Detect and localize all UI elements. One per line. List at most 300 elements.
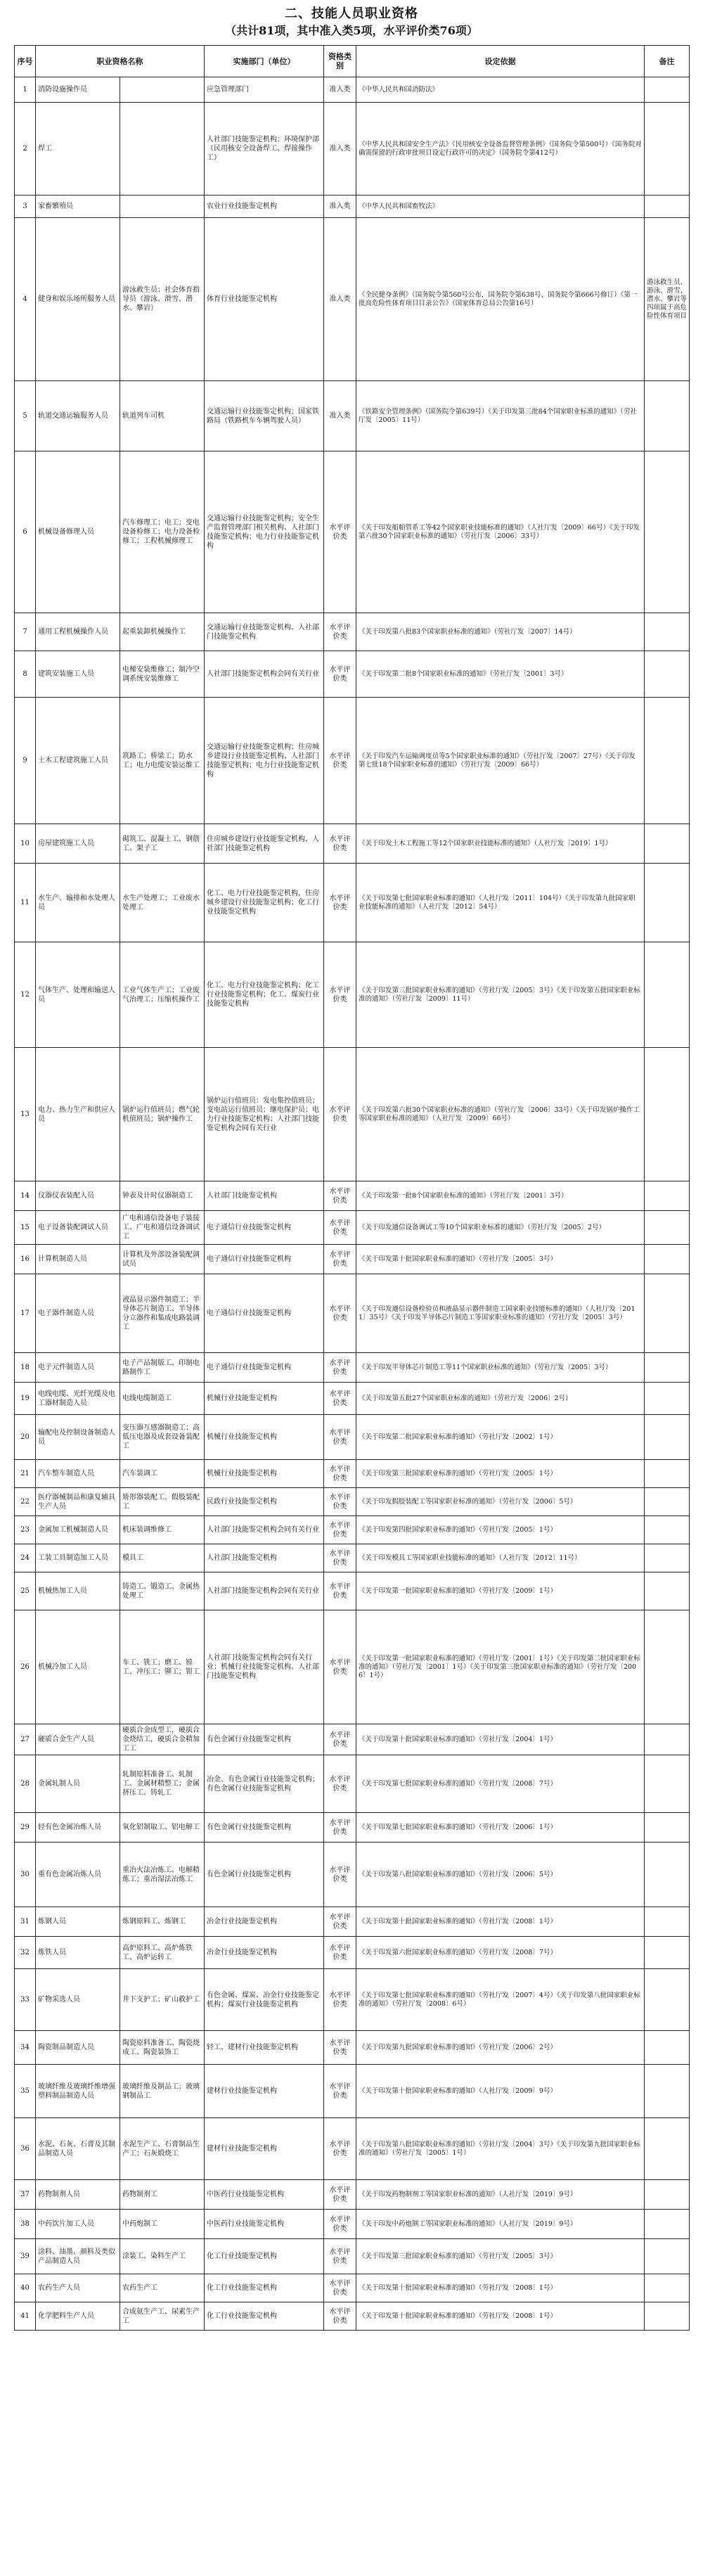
legal-basis: 《关于印发第七批国家职业标准的通知》（人社厅发〔2011〕104号）《关于印发第九批国家职业技能标准的通知》（人社厅发〔2012〕54号）: [356, 864, 645, 942]
implementing-department: 机械行业技能鉴定机构: [205, 1383, 324, 1415]
table-row: [15, 1516, 690, 1544]
qualification-name: 矿物采选人员: [36, 1969, 120, 2031]
row-number: 22: [15, 1488, 36, 1516]
remark: [645, 1516, 690, 1544]
sub-occupation: 陶瓷原料准备工、陶瓷烧成工、陶瓷装饰工: [120, 2031, 205, 2065]
remark: [645, 1460, 690, 1488]
table-row: [15, 1415, 690, 1460]
qualification-category: 水平评价类: [324, 2180, 356, 2210]
implementing-department: 民政行业技能鉴定机构: [205, 1488, 324, 1516]
remark: [645, 1544, 690, 1572]
legal-basis: 《关于印发模具工等国家职业技能标准的通知》（人社厅发〔2012〕11号）: [356, 1544, 645, 1572]
table-row: [15, 2210, 690, 2239]
legal-basis: 《中华人民共和国安全生产法》《民用核安全设备监督管理条例》（国务院令第500号）《国务院对确需保留的行政审批项目设定行政许可的决定》（国务院令第412号）: [356, 103, 645, 196]
qualification-name: 建筑安装施工人员: [36, 651, 120, 698]
legal-basis: 《关于印发第四批国家职业标准的通知》（劳社厅发〔2005〕1号）: [356, 1516, 645, 1544]
table-row: [15, 1572, 690, 1610]
implementing-department: 机械行业技能鉴定机构: [205, 1460, 324, 1488]
implementing-department: 化工行业技能鉴定机构: [205, 2302, 324, 2331]
remark: [645, 2065, 690, 2118]
row-number: 40: [15, 2274, 36, 2302]
legal-basis: 《关于印发第二批8个国家职业标准的通知》（劳社厅发〔2001〕3号）: [356, 651, 645, 698]
qualification-category: 水平评价类: [324, 698, 356, 824]
table-row: [15, 1610, 690, 1724]
remark: [645, 1755, 690, 1813]
sub-occupation: 矫形器装配工、假肢装配工: [120, 1488, 205, 1516]
qualification-name: 消防设施操作员: [36, 77, 120, 103]
header-note: 备注: [645, 46, 690, 77]
legal-basis: 《关于印发第七批国家职业标准的通知》（劳社厅发〔2008〕7号）: [356, 1755, 645, 1813]
row-number: 12: [15, 942, 36, 1048]
qualification-category: 水平评价类: [324, 1907, 356, 1937]
qualification-name: 电力、热力生产和供应人员: [36, 1048, 120, 1181]
remark: [645, 1907, 690, 1937]
remark: [645, 1211, 690, 1245]
table-row: [15, 1488, 690, 1516]
qualification-category: 水平评价类: [324, 1544, 356, 1572]
qualification-name: 土木工程建筑施工人员: [36, 698, 120, 824]
remark: [645, 196, 690, 218]
row-number: 31: [15, 1907, 36, 1937]
sub-occupation: 钟表及计时仪器制造工: [120, 1181, 205, 1211]
implementing-department: 人社部门技能鉴定机构；环境保护部（民用核安全设备焊工、焊接操作工）: [205, 103, 324, 196]
qualification-name: 水生产、输排和水处理人员: [36, 864, 120, 942]
row-number: 20: [15, 1415, 36, 1460]
qualification-name: 药物制剂人员: [36, 2180, 120, 2210]
sub-occupation: 玻璃纤维及制品工；玻璃钢制品工: [120, 2065, 205, 2118]
legal-basis: 《关于印发汽车运输调度员等5个国家职业标准的通知》（劳社厅发〔2007〕27号）《关于印发第七批18个国家职业标准的通知》（劳社厅发〔2009〕66号）: [356, 698, 645, 824]
qualification-name: 电子元件制造人员: [36, 1353, 120, 1383]
implementing-department: 锅炉运行值班员：发电集控值班员；变电站运行值班员；继电保护员；电力行业技能鉴定机构；人社部门技能鉴定机构会同有关行业: [205, 1048, 324, 1181]
legal-basis: 《关于印发半导体芯片制造工等11个国家职业标准的通知》（劳社厅发〔2005〕3号）: [356, 1353, 645, 1383]
implementing-department: 电子通信行业技能鉴定机构: [205, 1353, 324, 1383]
qualification-category: 水平评价类: [324, 451, 356, 613]
table-row: [15, 1544, 690, 1572]
remark: [645, 1937, 690, 1969]
header-name: 职业资格名称: [36, 46, 205, 77]
remark: [645, 864, 690, 942]
qualification-category: 水平评价类: [324, 1937, 356, 1969]
implementing-department: 人社部门技能鉴定机构会同有关行业: [205, 1516, 324, 1544]
legal-basis: 《中华人民共和国消防法》: [356, 77, 645, 103]
implementing-department: 冶金行业技能鉴定机构: [205, 1937, 324, 1969]
qualification-category: 水平评价类: [324, 1460, 356, 1488]
table-row: [15, 1245, 690, 1274]
remark: [645, 1969, 690, 2031]
legal-basis: 《关于印发第三批国家职业标准的通知》（劳社厅发〔2005〕3号）《关于印发第五批国家职业标准的通知》（劳社厅发〔2009〕11号）: [356, 942, 645, 1048]
qualification-category: 水平评价类: [324, 942, 356, 1048]
qualification-category: 水平评价类: [324, 2274, 356, 2302]
legal-basis: 《中华人民共和国畜牧法》: [356, 196, 645, 218]
legal-basis: 《关于印发第二批国家职业标准的通知》（劳社厅发〔2002〕1号）: [356, 1415, 645, 1460]
qualification-name: 家畜繁殖员: [36, 196, 120, 218]
table-row: [15, 2302, 690, 2331]
table-row: [15, 2274, 690, 2302]
legal-basis: 《关于印发第九批国家职业标准的通知》（劳社厅发〔2006〕2号）: [356, 2031, 645, 2065]
row-number: 14: [15, 1181, 36, 1211]
legal-basis: 《关于印发第五批27个国家职业标准的通知》（劳社厅发〔2006〕2号）: [356, 1383, 645, 1415]
sub-occupation: 筑路工；桥梁工；防水工；电力电缆安装运维工: [120, 698, 205, 824]
remark: [645, 2239, 690, 2274]
sub-occupation: 农药生产工: [120, 2274, 205, 2302]
table-row: [15, 1937, 690, 1969]
row-number: 10: [15, 824, 36, 864]
row-number: 8: [15, 651, 36, 698]
legal-basis: 《关于印发第六批国家职业标准的通知》（劳社厅发〔2008〕7号）: [356, 1937, 645, 1969]
sub-occupation: 模具工: [120, 1544, 205, 1572]
legal-basis: 《关于印发药物制剂工等国家职业标准的通知》（人社厅发〔2019〕9号）: [356, 2180, 645, 2210]
qualification-category: 水平评价类: [324, 1516, 356, 1544]
remark: [645, 1245, 690, 1274]
table-row: [15, 2239, 690, 2274]
remark: [645, 2031, 690, 2065]
remark: [645, 1724, 690, 1755]
qualification-category: 水平评价类: [324, 1572, 356, 1610]
sub-occupation: 高炉原料工、高炉炼铁工、高炉运转工: [120, 1937, 205, 1969]
qualification-name: 金属轧制人员: [36, 1755, 120, 1813]
qualification-category: 水平评价类: [324, 1181, 356, 1211]
row-number: 33: [15, 1969, 36, 2031]
header-dept: 实施部门（单位）: [205, 46, 324, 77]
remark: [645, 698, 690, 824]
implementing-department: 电子通信行业技能鉴定机构: [205, 1211, 324, 1245]
qualification-category: 水平评价类: [324, 1755, 356, 1813]
table-row: [15, 942, 690, 1048]
sub-occupation: 硬质合金成型工，硬质合金烧结工，硬质合金精加工工: [120, 1724, 205, 1755]
implementing-department: 有色金属行业技能鉴定机构: [205, 1724, 324, 1755]
legal-basis: 《关于印发通信设备检验员和液晶显示器件制造工国家职业技能标准的通知》（人社厅发〔2011〕35号）《关于印发半导体芯片制造工等国家职业标准的通知》（劳社厅发〔2005〕3号）: [356, 1274, 645, 1353]
qualification-category: 水平评价类: [324, 2031, 356, 2065]
implementing-department: 电子通信行业技能鉴定机构: [205, 1245, 324, 1274]
qualification-category: 水平评价类: [324, 1610, 356, 1724]
legal-basis: 《关于印发第十批国家职业标准的通知》（人社厅发〔2009〕9号）: [356, 2065, 645, 2118]
qualification-name: 炼钢人员: [36, 1907, 120, 1937]
legal-basis: 《关于印发第三批国家职业标准的通知》（劳社厅发〔2005〕1号）: [356, 1460, 645, 1488]
qualification-category: 准入类: [324, 103, 356, 196]
legal-basis: 《关于印发第十批国家职业标准的通知》（劳社厅发〔2005〕3号）: [356, 1245, 645, 1274]
sub-occupation: 锅炉运行值班员；燃气轮机值班员；锅炉操作工: [120, 1048, 205, 1181]
qualification-category: 准入类: [324, 196, 356, 218]
table-row: [15, 1274, 690, 1353]
table-row: [15, 2065, 690, 2118]
remark: [645, 1415, 690, 1460]
qualification-category: 水平评价类: [324, 1274, 356, 1353]
row-number: 23: [15, 1516, 36, 1544]
row-number: 15: [15, 1211, 36, 1245]
table-header-row: [15, 46, 690, 77]
sub-occupation: 电子产品制版工、印制电路制作工: [120, 1353, 205, 1383]
table-row: [15, 1048, 690, 1181]
qualification-name: 轻有色金属冶炼人员: [36, 1813, 120, 1843]
sub-occupation: 药物制剂工: [120, 2180, 205, 2210]
row-number: 1: [15, 77, 36, 103]
sub-occupation: 游泳救生员；社会体育指导员（游泳、滑雪、潜水、攀岩）: [120, 218, 205, 381]
qualification-name: 炼铁人员: [36, 1937, 120, 1969]
table-row: [15, 698, 690, 824]
sub-occupation: 工业气体生产工；工业废气治理工；压缩机操作工: [120, 942, 205, 1048]
row-number: 26: [15, 1610, 36, 1724]
legal-basis: 《关于印发通信设备调试工等10个国家职业标准的通知》（劳社厅发〔2005〕2号）: [356, 1211, 645, 1245]
sub-occupation: 砌筑工、混凝土工、钢筋工、架子工: [120, 824, 205, 864]
qualification-name: 仪器仪表装配人员: [36, 1181, 120, 1211]
qualification-category: 水平评价类: [324, 1245, 356, 1274]
qualification-category: 水平评价类: [324, 1843, 356, 1907]
qualification-name: 输配电及控制设备制造人员: [36, 1415, 120, 1460]
sub-occupation: [120, 196, 205, 218]
legal-basis: 《全民健身条例》（国务院令第560号公布，国务院令第638号、国务院令第666号修订）《第一批高危险性体育项目目录公告》（国家体育总局公告第16号）: [356, 218, 645, 381]
legal-basis: 《关于印发第七批国家职业标准的通知》（劳社厅发〔2006〕1号）: [356, 1813, 645, 1843]
table-body: [15, 77, 690, 2331]
legal-basis: 《关于印发假肢装配工等国家职业标准的通知》（劳社厅发〔2006〕5号）: [356, 1488, 645, 1516]
legal-basis: 《关于印发第七批国家职业标准的通知》（劳社厅发〔2007〕4号）《关于印发第八批国家职业标准的通知》（劳社厅发〔2008〕6号）: [356, 1969, 645, 2031]
sub-occupation: [120, 77, 205, 103]
remark: [645, 451, 690, 613]
row-number: 2: [15, 103, 36, 196]
qualification-category: 水平评价类: [324, 2118, 356, 2180]
remark: [645, 651, 690, 698]
qualification-name: 健身和娱乐场所服务人员: [36, 218, 120, 381]
legal-basis: 《关于印发第八批国家职业标准的通知》（劳社厅发〔2004〕3号）《关于印发第九批国家职业标准的通知》（劳社厅发〔2005〕1号）: [356, 2118, 645, 2180]
table-row: [15, 1460, 690, 1488]
table-row: [15, 1211, 690, 1245]
row-number: 32: [15, 1937, 36, 1969]
implementing-department: 化工、电力行业技能鉴定机构；化工行业技能鉴定机构；化工、煤炭行业技能鉴定机构: [205, 942, 324, 1048]
row-number: 17: [15, 1274, 36, 1353]
header-basis: 设定依据: [356, 46, 645, 77]
remark: [645, 1383, 690, 1415]
sub-occupation: 中药炮制工: [120, 2210, 205, 2239]
sub-occupation: 井下支护工；矿山救护工: [120, 1969, 205, 2031]
qualification-category: 水平评价类: [324, 2065, 356, 2118]
qualification-name: 中药饮片加工人员: [36, 2210, 120, 2239]
table-row: [15, 1383, 690, 1415]
row-number: 13: [15, 1048, 36, 1181]
legal-basis: 《关于印发土木工程施工等12个国家职业技能标准的通知》（人社厅发〔2019〕1号）: [356, 824, 645, 864]
qualification-name: 医疗器械制品和康复辅具生产人员: [36, 1488, 120, 1516]
remark: [645, 1181, 690, 1211]
remark: [645, 1572, 690, 1610]
page-title: 二、技能人员职业资格: [285, 6, 418, 21]
qualification-category: 水平评价类: [324, 1415, 356, 1460]
row-number: 16: [15, 1245, 36, 1274]
table-row: [15, 613, 690, 651]
qualification-category: 水平评价类: [324, 1488, 356, 1516]
qualification-name: 汽车整车制造人员: [36, 1460, 120, 1488]
remark: [645, 1353, 690, 1383]
qualification-category: 水平评价类: [324, 1969, 356, 2031]
remark: [645, 1813, 690, 1843]
qualification-category: 水平评价类: [324, 1211, 356, 1245]
implementing-department: 人社部门技能鉴定机构: [205, 1181, 324, 1211]
sub-occupation: [120, 103, 205, 196]
legal-basis: 《关于印发中药炮制工等国家职业标准的通知》（人社厅发〔2019〕9号）: [356, 2210, 645, 2239]
table-row: [15, 2031, 690, 2065]
implementing-department: 应急管理部门: [205, 77, 324, 103]
implementing-department: 冶金行业技能鉴定机构: [205, 1907, 324, 1937]
implementing-department: 交通运输行业技能鉴定机构、人社部门技能鉴定机构: [205, 613, 324, 651]
qualification-category: 水平评价类: [324, 651, 356, 698]
table-row: [15, 103, 690, 196]
sub-occupation: 液晶显示器件制造工；半导体芯片制造工、半导体分立器件和集成电路装调工: [120, 1274, 205, 1353]
implementing-department: 化工行业技能鉴定机构: [205, 2239, 324, 2274]
qualification-name: 焊工: [36, 103, 120, 196]
header-category: 资格类别: [324, 46, 356, 77]
sub-occupation: 重冶火法冶炼工、电解精炼工；重冶湿法冶炼工: [120, 1843, 205, 1907]
implementing-department: 电子通信行业技能鉴定机构: [205, 1274, 324, 1353]
qualification-category: 水平评价类: [324, 1813, 356, 1843]
table-row: [15, 218, 690, 381]
row-number: 19: [15, 1383, 36, 1415]
qualification-name: 农药生产人员: [36, 2274, 120, 2302]
table-row: [15, 651, 690, 698]
legal-basis: 《关于印发第八批83个国家职业标准的通知》（劳社厅发〔2007〕14号）: [356, 613, 645, 651]
qualification-category: 准入类: [324, 77, 356, 103]
remark: [645, 613, 690, 651]
table-row: [15, 1181, 690, 1211]
remark: [645, 1843, 690, 1907]
implementing-department: 交通运输行业技能鉴定机构；安全生产监督管理部门相关机构、人社部门技能鉴定机构；电力行业技能鉴定机构: [205, 451, 324, 613]
remark: [645, 942, 690, 1048]
legal-basis: 《关于印发第十批国家职业标准的通知》（劳社厅发〔2008〕1号）: [356, 2302, 645, 2331]
table-row: [15, 2118, 690, 2180]
row-number: 7: [15, 613, 36, 651]
implementing-department: 住房城乡建设行业技能鉴定机构、人社部门技能鉴定机构: [205, 824, 324, 864]
qualification-category: 水平评价类: [324, 2302, 356, 2331]
qualification-category: 准入类: [324, 381, 356, 451]
sub-occupation: 变压器互感器制造工；高低压电器及成套设备装配工: [120, 1415, 205, 1460]
qualification-name: 水泥、石灰、石膏及其制品制造人员: [36, 2118, 120, 2180]
implementing-department: 机械行业技能鉴定机构: [205, 1415, 324, 1460]
row-number: 29: [15, 1813, 36, 1843]
legal-basis: 《关于印发第一批国家职业标准的通知》（劳社厅发〔2001〕1号）《关于印发第二批国家职业标准的通知》（劳社厅发〔2001〕1号）《关于印发第三批国家职业标准的通知》（劳社厅发〔2006〕1号）: [356, 1610, 645, 1724]
implementing-department: 轻工、建材行业技能鉴定机构: [205, 2031, 324, 2065]
implementing-department: 体育行业技能鉴定机构: [205, 218, 324, 381]
table-row: [15, 1907, 690, 1937]
qualification-name: 金属加工机械制造人员: [36, 1516, 120, 1544]
implementing-department: 人社部门技能鉴定机构会同有关行业: [205, 1572, 324, 1610]
remark: [645, 1048, 690, 1181]
implementing-department: 交通运输行业技能鉴定机构；住房城乡建设行业技能鉴定机构、人社部门技能鉴定机构；电力行业技能鉴定机构: [205, 698, 324, 824]
legal-basis: 《关于印发第三批国家职业标准的通知》（劳社厅发〔2005〕3号）: [356, 2239, 645, 2274]
row-number: 35: [15, 2065, 36, 2118]
sub-occupation: 氧化铝制取工、铝电解工: [120, 1813, 205, 1843]
implementing-department: 有色金属、煤炭、冶金行业技能鉴定机构；煤炭行业技能鉴定机构: [205, 1969, 324, 2031]
remark: [645, 103, 690, 196]
implementing-department: 交通运输行业技能鉴定机构；国家铁路局（铁路机车车辆驾驶人员）: [205, 381, 324, 451]
remark: [645, 2210, 690, 2239]
table-row: [15, 824, 690, 864]
implementing-department: 人社部门技能鉴定机构会同有关行业: [205, 651, 324, 698]
row-number: 6: [15, 451, 36, 613]
qualification-name: 机械热加工人员: [36, 1572, 120, 1610]
row-number: 34: [15, 2031, 36, 2065]
remark: [645, 381, 690, 451]
remark: [645, 77, 690, 103]
header-no: 序号: [15, 46, 36, 77]
legal-basis: 《铁路安全管理条例》（国务院令第639号）《关于印发第三批84个国家职业标准的通知》（劳社厅发〔2005〕11号）: [356, 381, 645, 451]
table-row: [15, 1843, 690, 1907]
table-row: [15, 196, 690, 218]
legal-basis: 《关于印发第十批国家职业标准的通知》（劳社厅发〔2004〕1号）: [356, 1724, 645, 1755]
qualification-name: 化学肥料生产人员: [36, 2302, 120, 2331]
qualification-name: 涂料、油墨、颜料及类似产品制造人员: [36, 2239, 120, 2274]
qualification-category: 水平评价类: [324, 2210, 356, 2239]
row-number: 9: [15, 698, 36, 824]
row-number: 18: [15, 1353, 36, 1383]
implementing-department: 建材行业技能鉴定机构: [205, 2065, 324, 2118]
qualification-category: 水平评价类: [324, 824, 356, 864]
sub-occupation: 机床装调维修工: [120, 1516, 205, 1544]
qualification-name: 工装工具制造加工人员: [36, 1544, 120, 1572]
row-number: 11: [15, 864, 36, 942]
table-row: [15, 1353, 690, 1383]
legal-basis: 《关于印发第八批国家职业标准的通知》（劳社厅发〔2006〕5号）: [356, 1843, 645, 1907]
sub-occupation: 汽车修理工；电工；变电设备检修工；电力设备检修工；工程机械修理工: [120, 451, 205, 613]
remark: [645, 1610, 690, 1724]
sub-occupation: 水生产处理工；工业废水处理工: [120, 864, 205, 942]
qualification-name: 轨道交通运输服务人员: [36, 381, 120, 451]
row-number: 36: [15, 2118, 36, 2180]
sub-occupation: 水泥生产工、石膏制品生产工；石灰煅烧工: [120, 2118, 205, 2180]
row-number: 38: [15, 2210, 36, 2239]
remark: [645, 1274, 690, 1353]
row-number: 37: [15, 2180, 36, 2210]
legal-basis: 《关于印发第一批国家职业标准的通知》（劳社厅发〔2009〕1号）: [356, 1572, 645, 1610]
table-row: [15, 1969, 690, 2031]
row-number: 39: [15, 2239, 36, 2274]
implementing-department: 人社部门技能鉴定机构: [205, 1544, 324, 1572]
sub-occupation: 起重装卸机械操作工: [120, 613, 205, 651]
qualification-name: 机械冷加工人员: [36, 1610, 120, 1724]
remark: [645, 824, 690, 864]
row-number: 24: [15, 1544, 36, 1572]
qualification-name: 气体生产、处理和输送人员: [36, 942, 120, 1048]
qualification-category: 准入类: [324, 218, 356, 381]
remark: [645, 2302, 690, 2331]
remark: 游泳救生员、游泳、滑雪、潜水、攀岩等四项属于高危险性体育项目: [645, 218, 690, 381]
table-row: [15, 1724, 690, 1755]
table-row: [15, 1755, 690, 1813]
table-row: [15, 1813, 690, 1843]
qualification-name: 通用工程机械操作人员: [36, 613, 120, 651]
row-number: 3: [15, 196, 36, 218]
row-number: 41: [15, 2302, 36, 2331]
sub-occupation: 合成氨生产工、尿素生产工: [120, 2302, 205, 2331]
legal-basis: 《关于印发第十批国家职业标准的通知》（劳社厅发〔2008〕1号）: [356, 2274, 645, 2302]
sub-occupation: 计算机及外部设备装配调试员: [120, 1245, 205, 1274]
sub-occupation: 炼钢原料工、炼钢工: [120, 1907, 205, 1937]
sub-occupation: 铸造工、锻造工、金属热处理工: [120, 1572, 205, 1610]
remark: [645, 2180, 690, 2210]
remark: [645, 1488, 690, 1516]
qualification-category: 水平评价类: [324, 1048, 356, 1181]
remark: [645, 2118, 690, 2180]
remark: [645, 2274, 690, 2302]
row-number: 5: [15, 381, 36, 451]
sub-occupation: 轧制原料准备工、轧制工、金属材精整工；金属挤压工、铸轧工: [120, 1755, 205, 1813]
implementing-department: 中医药行业技能鉴定机构: [205, 2210, 324, 2239]
implementing-department: 农业行业技能鉴定机构: [205, 196, 324, 218]
qualification-name: 电子器件制造人员: [36, 1274, 120, 1353]
row-number: 28: [15, 1755, 36, 1813]
implementing-department: 化工行业技能鉴定机构: [205, 2274, 324, 2302]
sub-occupation: 电梯安装维修工；制冷空调系统安装维修工: [120, 651, 205, 698]
qualification-category: 水平评价类: [324, 864, 356, 942]
implementing-department: 冶金、有色金属行业技能鉴定机构；有色金属行业技能鉴定机构: [205, 1755, 324, 1813]
row-number: 4: [15, 218, 36, 381]
row-number: 25: [15, 1572, 36, 1610]
implementing-department: 化工、电力行业技能鉴定机构，住房城乡建设行业技能鉴定机构；化工行业技能鉴定机构: [205, 864, 324, 942]
